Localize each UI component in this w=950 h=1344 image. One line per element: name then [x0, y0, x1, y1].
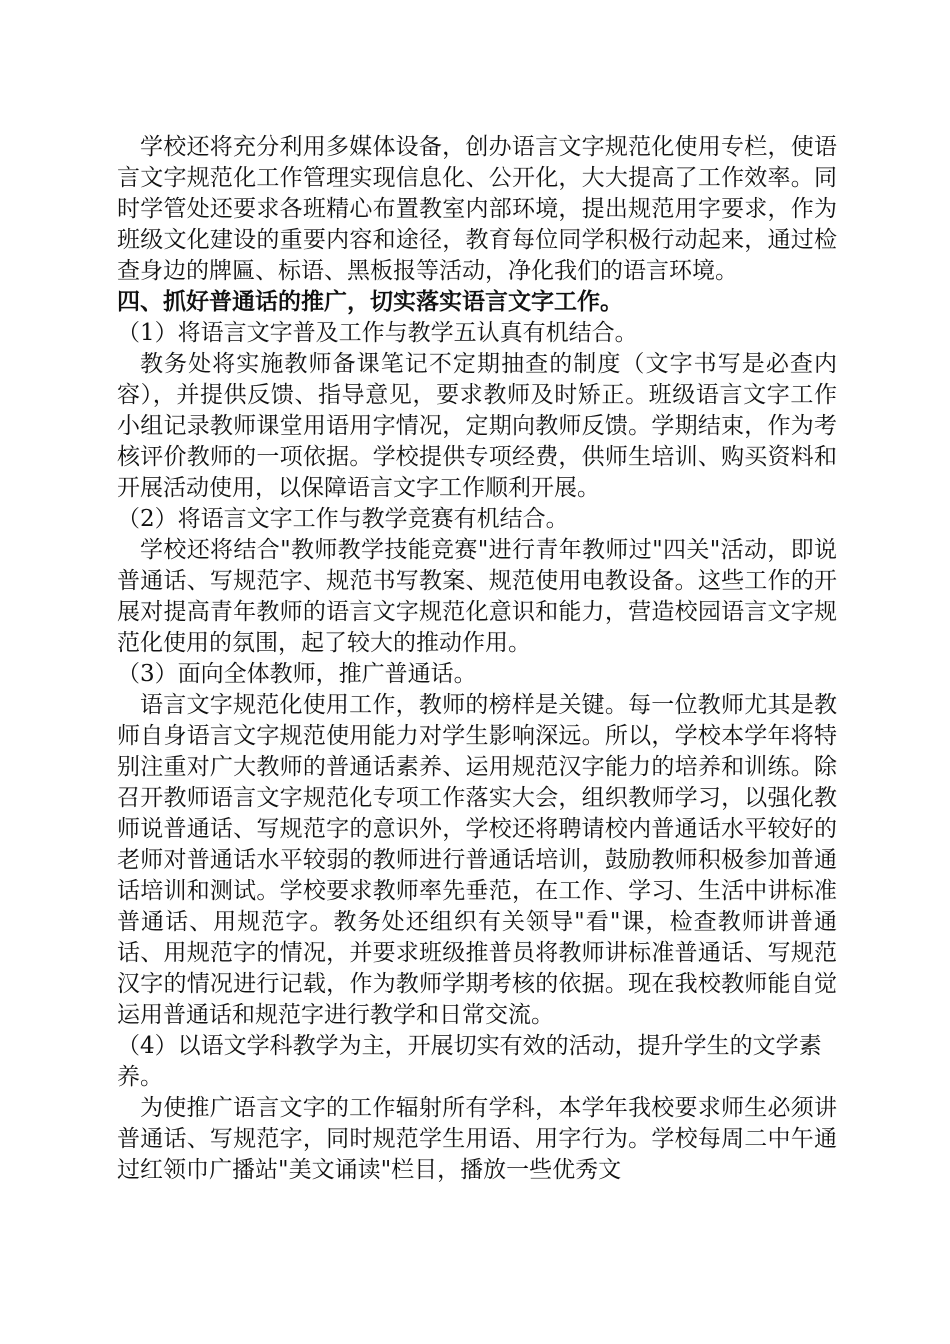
subheading-1: （1）将语言文字普及工作与教学五认真有机结合。 — [117, 320, 638, 346]
subheading-3: （3）面向全体教师，推广普通话。 — [117, 661, 477, 687]
paragraph-teaching-competition: 学校还将结合"教师教学技能竞赛"进行青年教师过"四关"活动，即说普通话、写规范字、规范书写教案、规范使用电教设备。这些工作的开展对提高青年教师的语言文字规范化意识和能力，营造校园语言文字规范化使用的氛围，起了较大的推动作用。 — [117, 537, 837, 656]
section-heading-4: 四、抓好普通话的推广，切实落实语言文字工作。 — [117, 289, 623, 315]
document-body — [117, 132, 837, 1186]
paragraph-teacher-mandarin: 语言文字规范化使用工作，教师的榜样是关键。每一位教师尤其是教师自身语言文字规范使用能力对学生影响深远。所以，学校本学年将特别注重对广大教师的普通话素养、运用规范汉字能力的培养和训练。除召开教师语言文字规范化专项工作落实大会，组织教师学习，以强化教师说普通话、写规范字的意识外，学校还将聘请校内普通话水平较好的老师对普通话水平较弱的教师进行普通话培训，鼓励教师积极参加普通话培训和测试。学校要求教师率先垂范，在工作、学习、生活中讲标准普通话、用规范字。教务处还组织有关领导"看"课，检查教师讲普通话、用规范字的情况，并要求班级推普员将教师讲标准普通话、写规范汉字的情况进行记载，作为教师学期考核的依据。现在我校教师能自觉运用普通话和规范字进行教学和日常交流。 — [117, 692, 837, 1028]
subheading-2: （2）将语言文字工作与教学竞赛有机结合。 — [117, 506, 569, 532]
subheading-4: （4）以语文学科教学为主，开展切实有效的活动，提升学生的文学素养。 — [117, 1033, 822, 1090]
paragraph-broadcast-station: 为使推广语言文字的工作辐射所有学科，本学年我校要求师生必须讲普通话、写规范字，同时规范学生用语、用字行为。学校每周二中午通过红领巾广播站"美文诵读"栏目，播放一些优秀文 — [117, 1095, 837, 1183]
paragraph-multimedia-column: 学校还将充分利用多媒体设备，创办语言文字规范化使用专栏，使语言文字规范化工作管理实现信息化、公开化，大大提高了工作效率。同时学管处还要求各班精心布置教室内部环境，提出规范用字要求，作为班级文化建设的重要内容和途径，教育每位同学积极行动起来，通过检查身边的牌匾、标语、黑板报等活动，净化我们的语言环境。 — [117, 134, 837, 284]
paragraph-lesson-plan-checks: 教务处将实施教师备课笔记不定期抽查的制度（文字书写是必查内容），并提供反馈、指导意见，要求教师及时矫正。班级语言文字工作小组记录教师课堂用语用字情况，定期向教师反馈。学期结束，作为考核评价教师的一项依据。学校提供专项经费，供师生培训、购买资料和开展活动使用，以保障语言文字工作顺利开展。 — [117, 351, 837, 501]
